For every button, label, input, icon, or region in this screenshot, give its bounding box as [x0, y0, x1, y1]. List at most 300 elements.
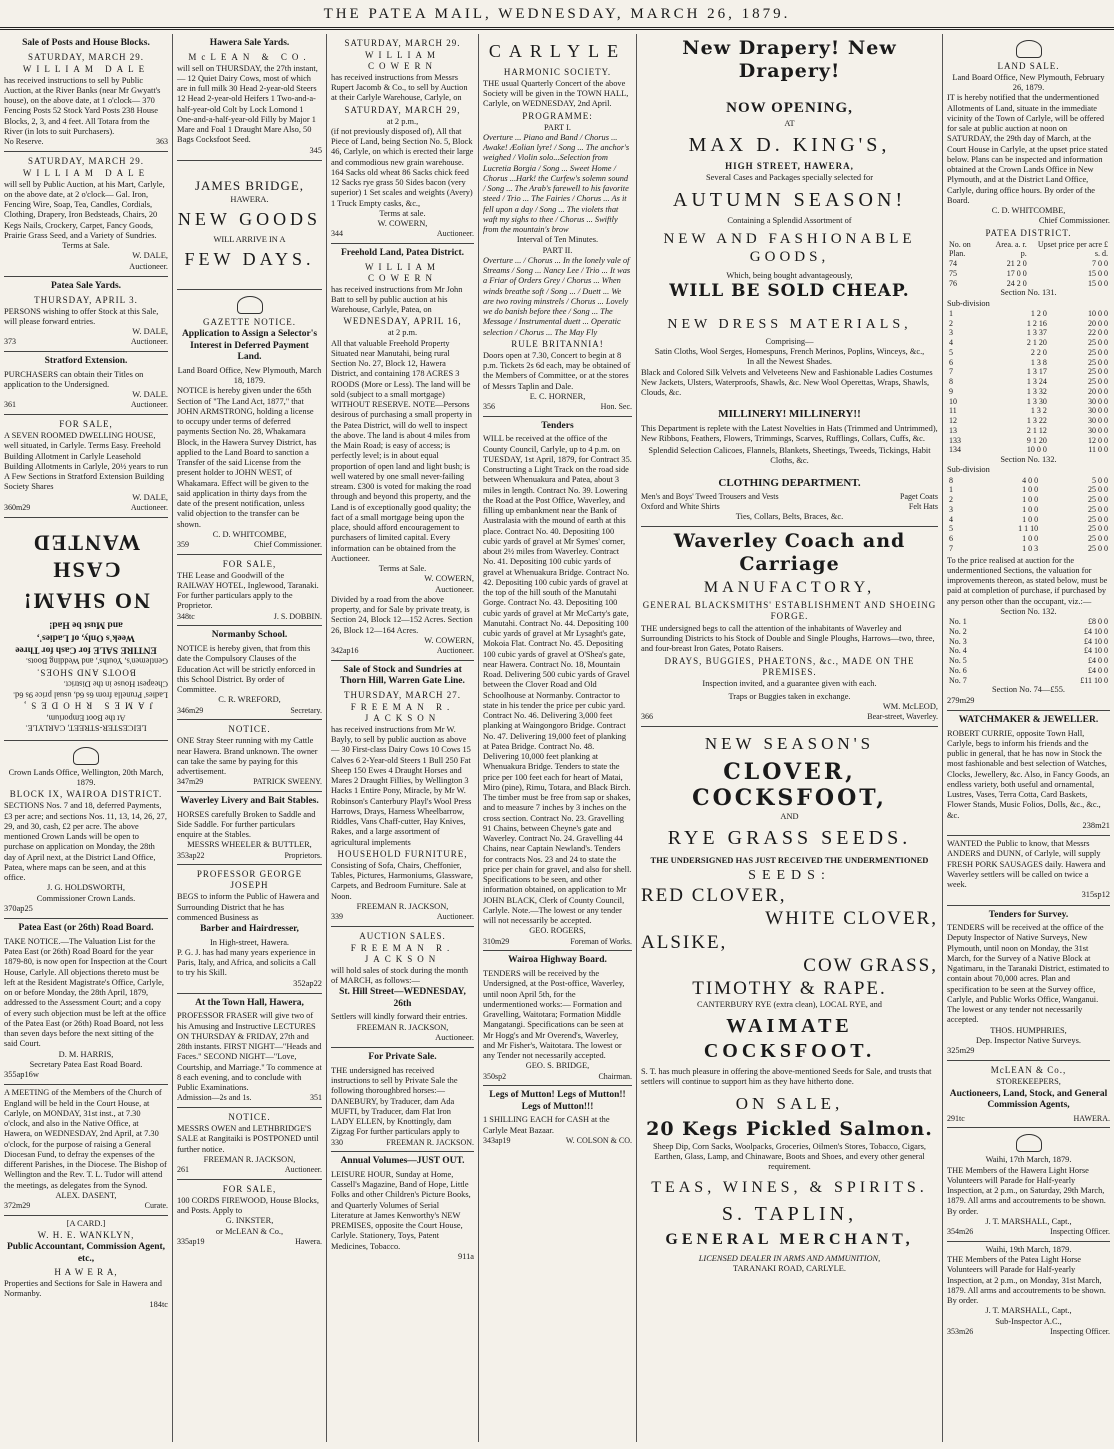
ad-body: Doors open at 7.30, Concert to begin at 8 p.m. Tickets 2s 6d each, may be obtained of the Members of Committee, or at the stores of Messrs Taplin and Dale. [483, 350, 631, 391]
ad-line: In all the Newest Shades. [747, 357, 832, 367]
ad-body: has received instructions from Mr John Batt to sell by public auction at his Warehouse, Carlyle, Patea, on [331, 284, 463, 315]
ad-body: Settlers will kindly forward their entries. [331, 1012, 468, 1022]
ad-legs-of-mutton [483, 1086, 632, 1149]
ad-body: THE Members of the Hawera Light Horse Volunteers will Parade for Half-yearly Inspection, at 2 p.m., on Saturday, 29th March, 1879. All arms and accoutrements to be shown. By order. [947, 1165, 1106, 1216]
ad-address: Bear-street, Waverley. [867, 712, 938, 722]
ad-role: Chairman. [598, 1071, 632, 1081]
ad-code: 361 [4, 400, 16, 410]
seed-line: RED CLOVER, [641, 885, 787, 907]
ad-mclean-storekeepers [947, 1061, 1110, 1128]
ad-signature: W. COWERN, [377, 219, 428, 229]
table-cell: £4 0 0 [1088, 665, 1108, 675]
ad-headline: NEW DRESS MATERIALS, [667, 316, 912, 332]
ad-code: 359 [177, 540, 189, 550]
table-cell: £4 0 0 [1088, 656, 1108, 666]
table-cell: 1 3 8 [1030, 357, 1047, 367]
ad-heading: At the Town Hall, Hawera, [195, 997, 304, 1008]
ad-heading: Annual Volumes—JUST OUT. [340, 1156, 465, 1167]
table-row [947, 387, 1110, 397]
ad-line: Splendid Selection Calicoes, Flannels, Blankets, Sheetings, Tweeds, Tickings, Habit Cloths, &c. [648, 446, 931, 466]
ad-body: THE usual Quarterly Concert of the above Society will be given in the TOWN HALL, Carlyle, on WEDNESDAY, 2nd April. [483, 78, 629, 109]
ad-signature: W. COWERN, [424, 574, 474, 584]
ad-body: THE Lease and Goodwill of the RAILWAY HOTEL, Inglewood, Taranaki. For further particulars apply to the Proprietor. [177, 570, 319, 611]
ad-pork-sausages [947, 836, 1110, 906]
ad-signature: PATRICK SWEENY. [253, 777, 322, 787]
table-cell: 1 1 10 [1018, 524, 1039, 534]
table-row [947, 505, 1110, 515]
table-cell: 1 [949, 308, 953, 318]
table-cell: 2 [949, 318, 953, 328]
ad-headline: NEW AND FASHIONABLE GOODS, [663, 231, 916, 266]
ad-code: 238m21 [1082, 820, 1110, 830]
ad-signature: W. DALE, [132, 327, 168, 336]
ad-private-sale [331, 1048, 474, 1152]
ad-line: Traps or Buggies taken in exchange. [728, 691, 851, 701]
ad-heading: FOR SALE, [222, 1183, 277, 1194]
ad-date: SATURDAY, MARCH 29. [27, 51, 145, 62]
table-row [947, 534, 1110, 544]
table-cell: 30 0 0 [1088, 406, 1108, 416]
table-header: Area. a. r. p. [995, 239, 1027, 259]
ad-signature: C. D. WHITCOMBE, [212, 529, 287, 539]
ad-items: (if not previously disposed of), All that Piece of Land, being Section No. 5, Block 46, Carlyle, on which is erected their large and commodious new grain warehouse. 164 Sacks old wheat 86 Sacks chick feed 12 Sacks rye grass 50 Sides bacon (very superior) 1 Set scales and weights (Avery) 1 Truck Empty casks, &c., [331, 126, 474, 208]
table-row [947, 358, 1110, 368]
ad-role: Sub-Inspector A.C., [995, 1316, 1062, 1326]
ad-body: will hold sales of stock during the month of MARCH, as follows:— [331, 965, 469, 986]
ad-code: 344 [331, 229, 343, 239]
table-cell: 75 [949, 268, 957, 278]
table-cell: 20 0 0 [1088, 318, 1108, 328]
ad-waverley-coach [641, 527, 938, 727]
table-cell: 10 0 0 [1026, 445, 1047, 455]
subdivision-label: Sub-division [947, 465, 990, 475]
ad-subheading: HARMONIC SOCIETY. [503, 66, 612, 77]
table-row [947, 328, 1110, 338]
table-row [947, 377, 1110, 387]
ad-firewood [177, 1180, 322, 1251]
ad-body: MESSRS OWEN and LETHBRIDGE'S SALE at Rangitaiki is POSTPONED until further notice. [177, 1124, 319, 1154]
ad-headline: ON SALE, [735, 1093, 844, 1113]
inverted-headline: NO SHAM! [22, 588, 150, 614]
ad-role: Commissioner Crown Lands. [36, 893, 136, 903]
ad-body: S. T. has much pleasure in offering the above-mentioned Seeds for Sale, and trusts that settlers will continue to support him as they have hitherto done. [641, 1067, 932, 1087]
inverted-line: At the Boot Emporium, [46, 712, 126, 722]
table-cell: 30 0 0 [1088, 416, 1108, 426]
ad-code: 346m29 [177, 705, 204, 715]
ad-code: 363 [156, 137, 168, 147]
table-cell: 30 0 0 [1088, 425, 1108, 435]
ad-body: will sell by Public Auction, at his Mart, Carlyle, on the above date, at 2 o'clock— Gal. Iron, Fencing Wire, Soap, Tea, Candles, Cordials, Clothing, Drapery, Iron Bedsteads, Chairs, 20 Kegs Nails, Crockery, Carpet, Fancy Goods, Prairie Grass Seed, and a Variety of Sundries. [4, 179, 165, 240]
seed-line: COW GRASS, [803, 954, 938, 976]
table-cell: £4 10 0 [1084, 646, 1108, 656]
table-row [947, 515, 1110, 525]
table-cell: No. 7 [949, 675, 967, 685]
table-cell: 8 [949, 377, 953, 387]
table-cell: 15 0 0 [1088, 278, 1108, 288]
table-cell: 1 0 0 [1022, 495, 1039, 505]
ad-heading: GAZETTE NOTICE. [203, 317, 296, 328]
ad-role: Foreman of Works. [570, 936, 632, 946]
ad-hawera-light-horse [947, 1128, 1110, 1242]
section-label: Section No. 131. [1000, 288, 1057, 298]
ad-heading: Freehold Land, Patea District. [340, 248, 465, 259]
table-header: No. on Plan. [949, 239, 971, 259]
table-cell: 10 0 0 [1088, 308, 1108, 318]
ad-signature: G. INKSTER, [225, 1216, 274, 1226]
ad-heading: For Private Sale. [368, 1052, 437, 1063]
ad-line: This Department is replete with the Latest Novelties in Hats (Trimmed and Untrimmed), New Ribbons, Feathers, Flowers, Trimmings, Scarves, Rufflings, Collars, Cuffs, &c. [641, 423, 938, 443]
ad-role: Secretary. [290, 705, 322, 715]
ad-code: 366 [641, 712, 653, 722]
table-cell: 25 0 0 [1088, 504, 1108, 514]
table-cell: 1 0 0 [1022, 485, 1039, 495]
ad-code: 350sp2 [483, 1071, 507, 1081]
programme-part: PART I. [544, 122, 571, 132]
table-cell: No. 6 [949, 665, 967, 675]
ad-date: SATURDAY, MARCH 29. [344, 38, 461, 48]
ad-role: Curate. [144, 1201, 168, 1210]
royal-crest-icon [237, 296, 263, 314]
section-label: Section No. 132. [1000, 606, 1057, 616]
ad-code: 353m26 [947, 1326, 974, 1336]
table-row [947, 309, 1110, 319]
table-header: Upset price per acre £ s. d. [1037, 239, 1108, 259]
ad-name: W. H. E. WANKLYN, [37, 1230, 135, 1240]
ad-footnote: No Reserve. [4, 137, 44, 147]
ad-signature: J. T. MARSHALL, Capt., [985, 1216, 1072, 1226]
ad-body: PURCHASERS can obtain their Titles on application to the Undersigned. [4, 369, 144, 389]
ad-body: NOTICE is hereby given, that from this date the Compulsory Clauses of the Education Act will be strictly enforced in this School District. By order of Committee. [177, 644, 316, 695]
ad-role: Auctioneer. [436, 912, 474, 922]
ad-role: Auctioneer. [436, 229, 474, 239]
table-cell: 4 [949, 514, 953, 524]
ad-subheading: HOUSEHOLD FURNITURE, [337, 848, 468, 859]
ad-place: Hawera. [295, 1236, 322, 1246]
column-5 [636, 34, 942, 1442]
ad-signature: J. G. HOLDSWORTH, [47, 883, 125, 893]
inverted-headline: CASH WANTED [31, 530, 141, 583]
table-row [947, 666, 1110, 676]
ad-body: THE undersigned has received instructions to sell by Private Sale the following thoroughbred horses:— DANEBURY, by Traducer, dam Ada MUFTI, by Traducer, dam Flat Iron LADY ELLEN, by Knottingly, dam Zigzag For further particulars apply to [331, 1065, 460, 1137]
table-row [947, 397, 1110, 407]
ad-line: NOW OPENING, [726, 100, 853, 117]
ad-headline: GENERAL MERCHANT, [665, 1231, 914, 1249]
ad-signature: W. COLSON & CO. [565, 1135, 632, 1145]
programme-heading: PROGRAMME: [522, 110, 593, 121]
ad-stratford-extension [4, 352, 168, 415]
ad-line: Comprising— [765, 336, 814, 346]
column-3 [326, 34, 478, 1442]
ad-headline: 20 Kegs Pickled Salmon. [646, 1118, 933, 1141]
ad-thorn-hill-sale [331, 661, 474, 927]
table-cell: 5 [949, 524, 953, 534]
table-cell: 2 2 0 [1030, 347, 1047, 357]
programme-interval: Interval of Ten Minutes. [516, 235, 599, 245]
table-cell: 6 [949, 534, 953, 544]
ad-signature: ALEX. DASENT, [55, 1190, 117, 1200]
ad-line: Which, being bought advantageously, [726, 270, 853, 280]
ad-body: PROFESSOR FRASER will give two of his Amusing and Instructive LECTURES ON THURSDAY & FRIDAY, 27th and 28th instants. FIRST NIGHT—"Heads and Faces." SECOND NIGHT—"Love, Courtship, and Marriage." To commence at 8 each evening, and to conclude with Public Examinations. [177, 1011, 322, 1093]
table-cell: 1 0 0 [1022, 514, 1039, 524]
ad-heading: Waverley Livery and Bait Stables. [180, 796, 319, 807]
ad-code: 347m29 [177, 777, 204, 787]
ad-street: HIGH STREET, HAWERA, [725, 161, 854, 172]
ad-admission: Admission—2s and 1s. [177, 1093, 252, 1103]
ad-line: DRAYS, BUGGIES, PHAETONS, &c., MADE ON THE PREMISES. [664, 656, 915, 678]
ad-taplin-seeds [641, 727, 938, 1278]
ad-subheading: Application to Assign a Selector's Interest in Deferred Payment Land. [181, 329, 318, 363]
table-cell: No. 4 [949, 646, 967, 656]
ad-address: TARANAKI ROAD, CARLYLE. [733, 1264, 846, 1274]
ad-sale-postponed [177, 1108, 322, 1180]
ad-heading: Wairoa Highway Board. [508, 955, 607, 966]
table-cell: No. 2 [949, 626, 967, 636]
table-cell: 21 2 0 [1006, 259, 1027, 269]
ad-signature: FREEMAN R. JACKSON, [356, 1022, 449, 1032]
ad-heading: Tenders [541, 420, 574, 431]
ad-date: Waihi, 19th March, 1879. [985, 1244, 1072, 1254]
ad-role: Auctioneer. [435, 1032, 474, 1042]
ad-inverted-boot-emporium [4, 518, 168, 741]
ad-name: JAMES BRIDGE, [194, 177, 305, 193]
ad-code: 372m29 [4, 1201, 31, 1210]
ad-wairoa-highway-board [483, 951, 632, 1086]
ad-terms: Terms at sale. [379, 208, 426, 218]
ad-code: 310m29 [483, 936, 510, 946]
ad-terms: Terms at Sale. [62, 241, 110, 251]
table-row [947, 338, 1110, 348]
table-cell: 25 0 0 [1088, 347, 1108, 357]
table-cell: 134 [949, 445, 961, 455]
ad-code: 345 [309, 145, 322, 155]
table-cell: 12 0 0 [1088, 435, 1108, 445]
valuation-table [947, 617, 1110, 685]
seed-line: TIMOTHY & RAPE. [692, 978, 887, 999]
ad-code: 355ap16w [4, 1070, 39, 1079]
ad-signature: D. M. HARRIS, [58, 1049, 114, 1059]
ad-signature: C. R. WREFORD, [218, 695, 281, 705]
ad-code: 348tc [177, 611, 195, 621]
table-cell: 1 3 2 [1030, 406, 1047, 416]
table-cell: 1 0 0 [1022, 534, 1039, 544]
ad-line: WILL ARRIVE IN A [213, 234, 286, 244]
ad-wanklyn-card [4, 1216, 168, 1314]
subdivision-label: Sub-division [947, 298, 990, 308]
ad-heading: Hawera Sale Yards. [209, 38, 290, 48]
ad-name: McLEAN & Co., [990, 1065, 1067, 1076]
table-cell: 5 0 0 [1092, 475, 1108, 485]
royal-crest-icon [73, 747, 99, 765]
table-cell: 1 2 16 [1026, 318, 1047, 328]
table-row [947, 485, 1110, 495]
table-cell: 11 [949, 406, 957, 416]
ad-town-hall-lectures [177, 994, 322, 1108]
inverted-block [4, 521, 168, 736]
ad-line: THE UNDERSIGNED HAS JUST RECEIVED THE UNDERMENTIONED [650, 854, 929, 865]
table-cell: 22 0 0 [1088, 328, 1108, 338]
ad-signature: FREEMAN R. JACKSON, [203, 1154, 296, 1164]
auctioneer-name: FREEMAN R. JACKSON [350, 942, 455, 964]
auctioneer-name: WILLIAM COWERN [365, 49, 440, 71]
table-cell: 3 [949, 328, 953, 338]
ad-headline: S. TAPLIN, [721, 1202, 858, 1225]
ad-headline: CARLYLE [488, 41, 627, 61]
ad-body: HORSES carefully Broken to Saddle and Side Saddle. For further particulars enquire at the Stables. [177, 809, 316, 840]
ad-max-king-drapery [641, 34, 938, 527]
ad-role: Inspecting Officer. [1050, 1227, 1110, 1237]
ad-date: THURSDAY, MARCH 27. [343, 690, 462, 701]
ad-headline: New Drapery! New Drapery! [682, 37, 897, 83]
table-cell: £4 10 0 [1084, 626, 1108, 636]
ad-role: Proprietors. [284, 850, 322, 860]
ad-code: 339 [331, 912, 343, 922]
masthead: THE PATEA MAIL, WEDNESDAY, MARCH 26, 1879. [0, 6, 1114, 30]
programme-part: PART II. [542, 245, 573, 255]
ad-date: THURSDAY, APRIL 3. [34, 294, 138, 305]
ad-body: THE undersigned begs to call the attention of the inhabitants of Waverley and Surrounding Districts to his Stock of Double and Single Ploughs, Harrows—two, three, and four-breast Iron Gates, Potato Raisers. [641, 623, 935, 654]
ad-heading: BLOCK IX, WAIROA DISTRICT. [9, 789, 163, 800]
table-row [947, 259, 1110, 269]
ad-place: HAWERA. [230, 194, 269, 204]
ad-heading: Tenders for Survey. [988, 909, 1069, 920]
ad-signature: GEO. ROGERS, [529, 926, 586, 936]
land-table-132 [947, 476, 1110, 554]
ad-heading: Normanby School. [211, 630, 288, 641]
ad-church-meeting [4, 1085, 168, 1216]
ad-signature: GEO. S. BRIDGE, [525, 1061, 590, 1071]
seed-line: ALSIKE, [641, 931, 728, 953]
table-cell: 1 3 37 [1026, 328, 1047, 338]
table-cell: 7 [949, 543, 953, 553]
table-cell: 1 0 0 [1022, 504, 1039, 514]
ad-cowern-warehouse [331, 34, 474, 244]
ad-land-sale [947, 34, 1110, 711]
table-cell: 25 0 0 [1088, 543, 1108, 553]
table-cell: 25 0 0 [1088, 485, 1108, 495]
ad-signature: or McLEAN & Co., [215, 1226, 284, 1236]
ad-signature: J. S. DOBBIN. [273, 611, 322, 621]
table-cell: 25 0 0 [1088, 377, 1108, 387]
district-heading: PATEA DISTRICT. [985, 227, 1072, 238]
ad-role: Auctioneer. [284, 1165, 322, 1175]
ad-body: IT is hereby notified that the undermentioned Allotments of Land, situate in the immediate vicinity of the Town of Carlyle, will be offered for sale at public auction at noon on SATURDAY, the 29th day of March, at the Court House in Carlyle, at the upset price stated below. Plans can be inspected and information obtained at the Crown Lands Office in New Plymouth, and at the District Land Office, Carlyle, during office hours. By order of the Board. [947, 93, 1108, 205]
ad-body: WANTED the Public to know, that Messrs ANDERS and DUNN, of Carlyle, will supply FRESH PORK SAUSAGES daily. Hawera and Waverley settlers will be called on twice a week. [947, 839, 1106, 890]
ad-heading: FOR SALE, [59, 419, 113, 430]
seed-line: WHITE CLOVER, [765, 908, 938, 930]
ad-body: has received instructions to sell by Public Auction, at the River Banks (near Mr Gwyatt's house), on the above date, at 1 o'clock— 370 Fencing Posts 52 Stock Yard Posts 238 House Blocks, 2, 3, and 4 feet. All Totara from the River (in lots to suit Purchasers). [4, 75, 161, 136]
ad-signature: W. DALE, [132, 251, 168, 261]
table-row [947, 416, 1110, 426]
column-2 [172, 34, 326, 1442]
ad-line: Felt Hats [908, 501, 938, 511]
ad-street: In High-street, Hawera. [209, 937, 290, 947]
ad-code: 356 [483, 402, 495, 412]
ad-signature: THOS. HUMPHRIES, [990, 1025, 1067, 1035]
ad-heading: Stratford Extension. [44, 356, 128, 366]
table-cell: 24 2 0 [1006, 278, 1027, 288]
table-cell: 1 3 17 [1026, 367, 1047, 377]
ad-role: Auctioneer. [130, 400, 168, 410]
ad-line: AND [780, 812, 799, 822]
ad-body: LEISURE HOUR, Sunday at Home, Cassell's Magazine, Band of Hope, Little Folks and other Children's Picture Books, and Quarterly Volumes of Serial Literature at James Kenworthy's NEW PREMISES, opposite the Court House, Carlyle. Stationery, Toys, Patent Medicines, Tobacco. [331, 1169, 471, 1251]
ad-waverley-livery [177, 792, 322, 865]
ad-headline: MILLINERY! MILLINERY!! [718, 408, 861, 421]
ad-signature: J. T. MARSHALL, Capt., [985, 1306, 1072, 1316]
ad-signature: FREEMAN R. JACKSON. [386, 1137, 474, 1147]
table-cell: 9 1 20 [1026, 435, 1047, 445]
ad-line: Black and Colored Silk Velvets and Velveteens New and Fashionable Ladies Costumes New Jackets, Ulsters, Waterproofs, Shawls, &c. New Wool Operettas, Wraps, Shawls, Clouds, &c. [641, 367, 933, 398]
ad-code: 184tc [149, 1299, 168, 1309]
ad-code: 261 [177, 1165, 189, 1175]
ad-office: Land Board Office, New Plymouth, February 26, 1879. [952, 72, 1105, 93]
table-cell: £8 0 0 [1088, 617, 1108, 627]
table-row [947, 269, 1110, 279]
ad-signature: WM. McLEOD, [882, 701, 938, 711]
table-cell: 25 0 0 [1088, 495, 1108, 505]
ad-body: All that valuable Freehold Property Situated near Manutahi, being rural Section No. 27, Block 12, Hawera District, and containing 178 ACRES 3 ROODS (More or Less). The land will be sold (subject to a small mortgage) WITHOUT RESERVE. NOTE—Persons desirous of purchasing a small property in the Patea District, will do well to inspect the above. The land is about 4 miles from the Main Road; is easy of access; is perfectly level; is in about equal proportion of open land and light bush; is well watered by one small never-failing stream. £300 is voted for making the road through and beyond this property, and the Land is of exceptionally good quality; the fact of a small mortgage being upon the place, should afford encouragement to purchasers of limited capital. Every information can be obtained from the Auctioneer. [331, 338, 472, 563]
ad-headline: NEW SEASON'S [704, 733, 875, 753]
ad-line: STOREKEEPERS, [996, 1077, 1061, 1087]
ad-role: Chief Commissioner. [254, 540, 322, 550]
ad-heading: Patea East (or 26th) Road Board. [18, 923, 154, 934]
royal-crest-icon [1016, 40, 1042, 58]
ad-line: Men's and Boys' Tweed Trousers and Vests [641, 492, 779, 502]
table-row [947, 436, 1110, 446]
ad-body: P. G. J. has had many years experience in Paris, Italy, and Africa, and solicits a Call to try his Skill. [177, 947, 317, 978]
table-cell: 11 0 0 [1088, 445, 1108, 455]
ad-body: Divided by a road from the above property, and for Sale by private treaty, is Section 24, Block 12—152 Acres. Section 26, Block 12—164 Acres. [331, 594, 473, 635]
ad-body: A SEVEN ROOMED DWELLING HOUSE, well situated, in Carlyle. Terms Easy. Freehold Building Allotment in Carlyle Leasehold Building Allotments in Carlyle, 20½ years to run A Few Sections in Stratford Extension Building Society Shares [4, 431, 168, 492]
table-row [947, 279, 1110, 289]
ad-code: 330 [331, 1137, 343, 1147]
ad-headline: FEW DAYS. [184, 249, 315, 270]
ad-body: TENDERS will be received by the Undersigned, at the Post-office, Waverley, until noon April 5th, for the undermentioned works:— Formation and Gravelling, Waitotara; Formation Middle Mangatangi. Specifications can be seen at Mr Hogg's and Mr Overend's, Waverley, and Mr Fisher's, Waitotara. The lowest or any Tender not necessarily accepted. [483, 969, 625, 1061]
table-row [947, 656, 1110, 666]
table-cell: 1 3 24 [1026, 377, 1047, 387]
ad-crown-lands [4, 741, 168, 919]
ad-headline: SEEDS: [748, 868, 831, 884]
ad-date: Waihi, 17th March, 1879. [985, 1155, 1072, 1165]
ad-time: at 2 p.m., [386, 116, 419, 126]
ad-subheading: St. Hill Street—WEDNESDAY, 26th [339, 987, 466, 1009]
table-cell: 17 0 0 [1006, 268, 1027, 278]
ad-body: has received instructions from Messrs Rupert Jacomb & Co., to sell by Auction at their Carlyle Warehouse, Carlyle, on [331, 72, 468, 103]
programme-list: Overture ... / Chorus ... In the lonely vale of Streams / Song ... Nancy Lee / Trio ... It was a Friar of Orders Grey / Chorus ... When winds breathe soft / Song ... / Duett ... We are two roving minstrels / Chorus ... Lovely we do banish before thee / Song ... The Message / Instrumental duett ... Operatic selection / Chorus ... The May Fly [483, 255, 631, 337]
table-cell: No. 1 [949, 617, 967, 627]
ad-survey-tenders [947, 906, 1110, 1062]
inverted-line: JAMES RHODES, [19, 700, 154, 711]
ad-headline: TEAS, WINES, & SPIRITS. [651, 1179, 928, 1197]
table-cell: 12 [949, 416, 957, 426]
ad-place: H A W E R A, [54, 1267, 118, 1278]
section-label: Section No. 74—£55. [991, 685, 1066, 695]
table-cell: 2 1 20 [1026, 338, 1047, 348]
ad-heading: PROFESSOR GEORGE JOSEPH [196, 869, 303, 891]
column-4 [478, 34, 636, 1442]
table-row [947, 544, 1110, 554]
ad-code: 343ap19 [483, 1135, 511, 1145]
table-cell: 1 [949, 485, 953, 495]
table-cell: 25 0 0 [1088, 357, 1108, 367]
table-row [947, 348, 1110, 358]
ad-role: Auctioneer. [130, 502, 168, 512]
ad-patea-sale-yards [4, 277, 168, 352]
ad-patea-east-road-board [4, 919, 168, 1085]
ad-body: will sell on THURSDAY, the 27th instant,— 12 Quiet Dairy Cows, most of which are in full milk 30 Head 2-year-old Steers 12 Head 2-year-old Heifers 1 Two-and-a-half-year-old Colt by Lock Lomond 1 One-and-a-half-year-old Filly by Major 1 Mare and Foal 1 Draught Mare Also, 50 Bags Cocksfoot Seed. [177, 63, 318, 145]
ad-heading: Sale of Stock and Sundries at Thorn Hill, Warren Gate Line. [340, 664, 465, 687]
table-cell: 9 [949, 386, 953, 396]
inverted-line: and Must be Had! [49, 618, 123, 629]
